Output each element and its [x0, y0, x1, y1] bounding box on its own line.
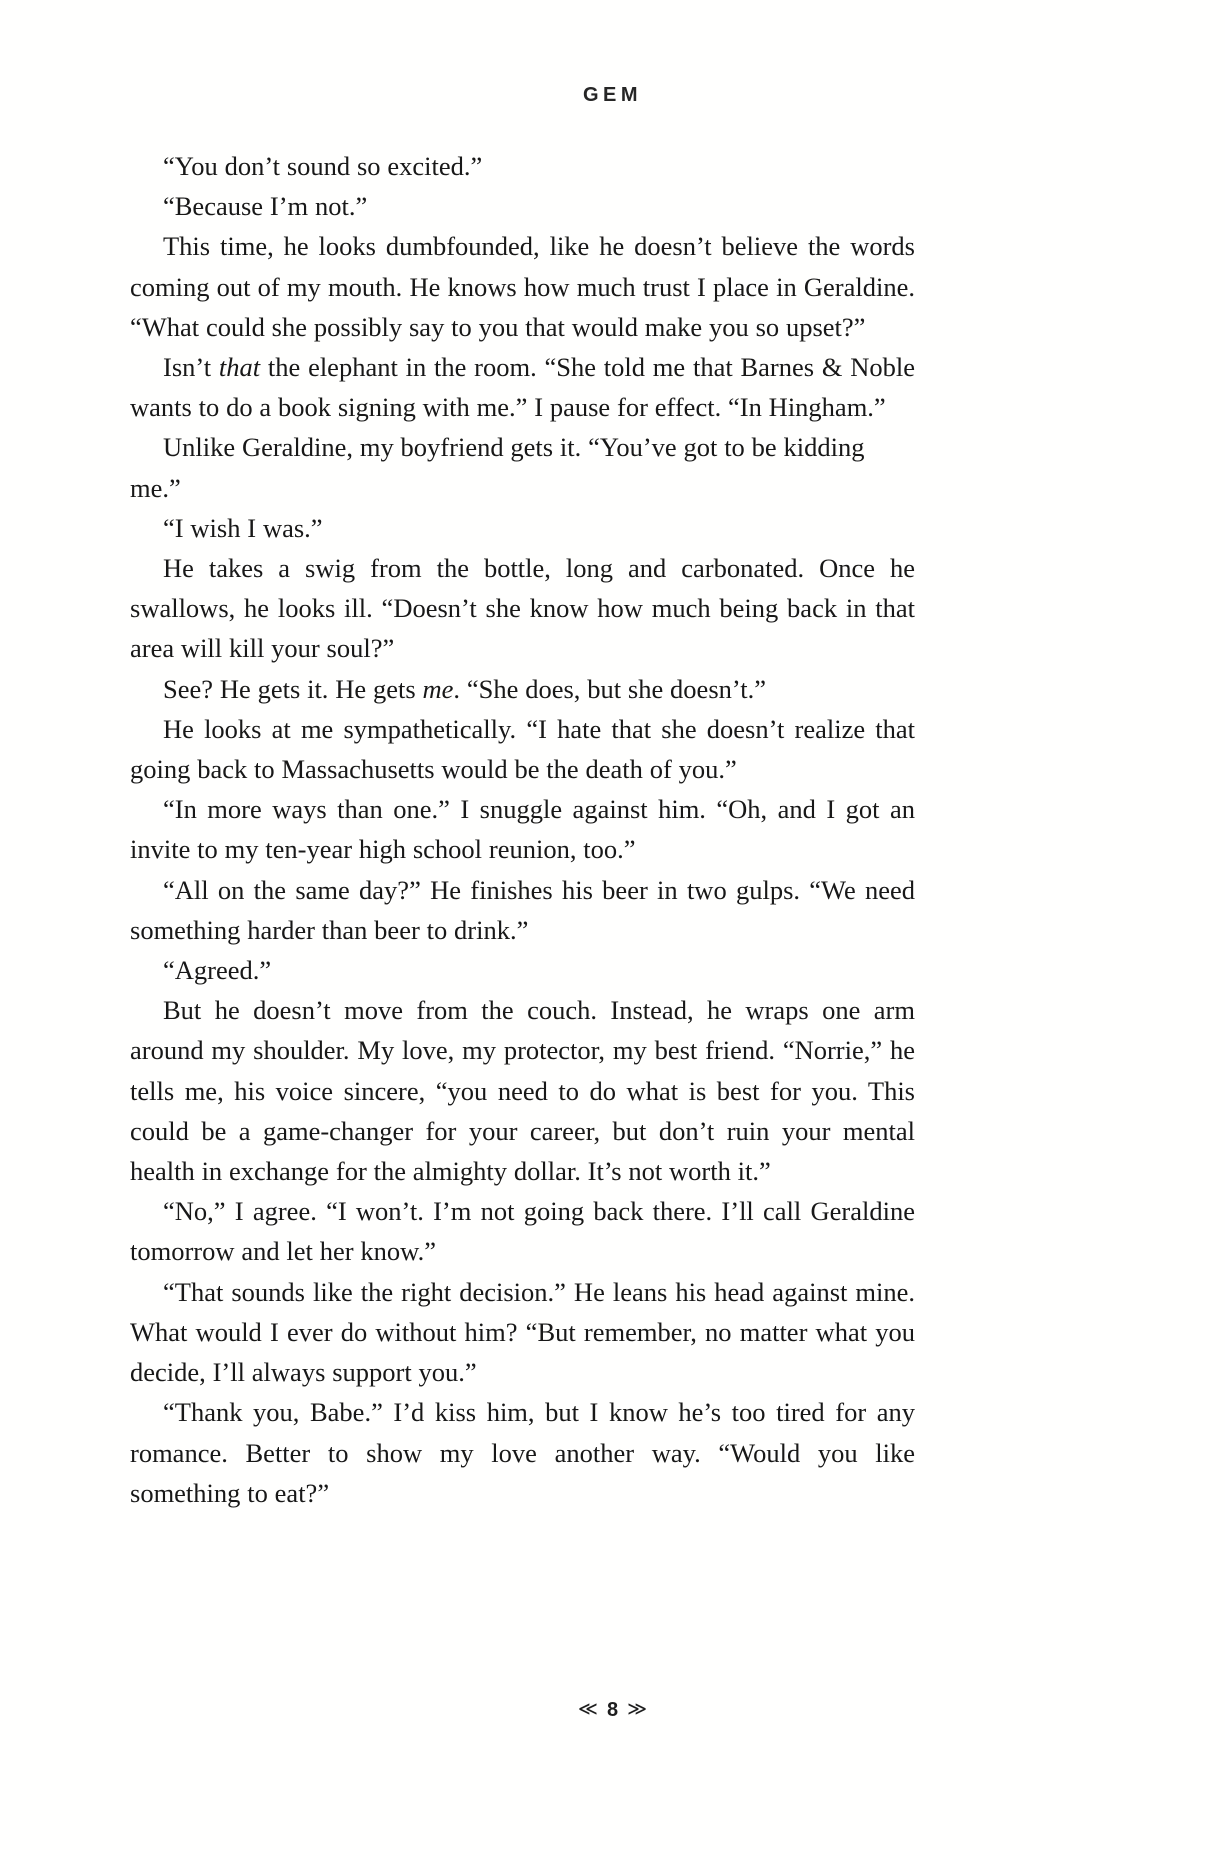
paragraph-p5: Unlike Geraldine, my boyfriend gets it. “You’ve got to be kidding me.”: [130, 432, 865, 503]
folio-page-number: 8: [606, 1699, 619, 1721]
paragraph-p8-lead: See? He gets it. He gets: [163, 673, 423, 704]
body-text-block: [130, 146, 915, 1513]
paragraph-p14: “No,” I agree. “I won’t. I’m not going back there. I’ll call Geraldine tomorrow and let her know.”: [130, 1196, 915, 1267]
paragraph-p8-tail: . “She does, but she doesn’t.”: [453, 673, 766, 704]
paragraph-p2: “Because I’m not.”: [163, 191, 368, 222]
paragraph-p11: “All on the same day?” He finishes his beer in two gulps. “We need something harder than beer to drink.”: [130, 874, 915, 945]
paragraph-p8-emphasis: me: [422, 673, 454, 704]
folio-ornament-right-icon: ≫: [627, 1697, 647, 1720]
paragraph-p16: “Thank you, Babe.” I’d kiss him, but I know he’s too tired for any romance. Better to show my love another way. “Would you like something to eat?”: [130, 1397, 915, 1508]
paragraph-p8: [130, 669, 915, 709]
paragraph-p4-tail: the elephant in the room. “She told me that Barnes & Noble wants to do a book signing with me.” I pause for effect. “In Hingham.”: [130, 352, 916, 423]
paragraph-p4: [130, 347, 915, 427]
paragraph-p13: But he doesn’t move from the couch. Instead, he wraps one arm around my shoulder. My love, my protector, my best friend. “Norrie,” he tells me, his voice sincere, “you need to do what is best for you. This could be a game-changer for your career, but don’t ruin your mental health in exchange for the almighty dollar. It’s not worth it.”: [130, 995, 915, 1187]
paragraph-p4-lead: Isn’t: [163, 352, 219, 383]
running-head-title: GEM: [582, 84, 643, 106]
paragraph-p6: “I wish I was.”: [163, 512, 323, 543]
paragraph-p3: This time, he looks dumbfounded, like he doesn’t believe the words coming out of my mouth. He knows how much trust I place in Geraldine. “What could she possibly say to you that would make you so upset?”: [130, 231, 915, 342]
folio-ornament-left-icon: ≪: [578, 1697, 598, 1720]
page-folio: [0, 1697, 1225, 1721]
paragraph-p10: “In more ways than one.” I snuggle against him. “Oh, and I got an invite to my ten-year high school reunion, too.”: [130, 794, 915, 865]
paragraph-p4-emphasis: that: [218, 352, 261, 383]
paragraph-p9: He looks at me sympathetically. “I hate that she doesn’t realize that going back to Massachusetts would be the death of you.”: [130, 713, 915, 785]
paragraph-p1: “You don’t sound so excited.”: [163, 151, 483, 181]
running-head: [0, 84, 1225, 107]
paragraph-p12: “Agreed.”: [163, 955, 272, 986]
paragraph-p7: He takes a swig from the bottle, long and carbonated. Once he swallows, he looks ill. “Doesn’t she know how much being back in that area will kill your soul?”: [130, 553, 915, 664]
paragraph-p15: “That sounds like the right decision.” He leans his head against mine. What would I ever do without him? “But remember, no matter what you decide, I’ll always support you.”: [130, 1276, 915, 1388]
